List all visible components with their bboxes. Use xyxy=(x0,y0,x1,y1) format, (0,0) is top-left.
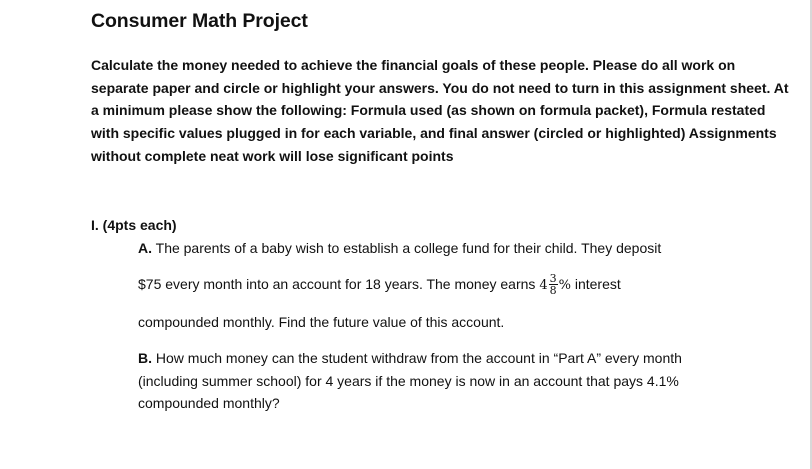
problem-a-label: A. xyxy=(138,240,152,256)
section-heading: I. (4pts each) xyxy=(91,217,177,233)
problem-b xyxy=(138,347,738,415)
problem-a-line-3: compounded monthly. Find the future value of this account. xyxy=(138,314,505,330)
page-title: Consumer Math Project xyxy=(91,10,308,32)
fraction-numerator: 3 xyxy=(549,271,557,285)
problem-b-text: How much money can the student withdraw from the account in “Part A” every month (including summer school) for 4 years if the money is now in an account that pays 4.1% compounded monthly? xyxy=(138,350,682,411)
interest-rate-whole: 4 xyxy=(539,278,548,293)
interest-rate-fraction xyxy=(549,273,558,296)
fraction-denominator: 8 xyxy=(549,283,557,297)
problem-a-text-2: $75 every month into an account for 18 years. The money earns xyxy=(138,276,540,292)
problem-a-line-2 xyxy=(138,273,738,297)
problem-a xyxy=(138,237,738,333)
percent-sign: % xyxy=(558,278,571,293)
problem-a-line-1 xyxy=(138,237,738,259)
problem-b-label: B. xyxy=(138,350,152,366)
document-page xyxy=(91,8,791,411)
problem-a-text-3: interest xyxy=(570,276,621,292)
problem-a-text-1: The parents of a baby wish to establish a college fund for their child. They deposit xyxy=(152,240,662,256)
instructions-paragraph: Calculate the money needed to achieve the financial goals of these people. Please do all work on separate paper and circle or highlight your answers. You do not need to turn in this assignment sheet. At a minimum please show the following: Formula used (as shown on formula packet), Formula restated with specific values plugged in for each variable, and final answer (circled or highlighted) Assignments without complete neat work will lose significant points xyxy=(91,57,789,164)
